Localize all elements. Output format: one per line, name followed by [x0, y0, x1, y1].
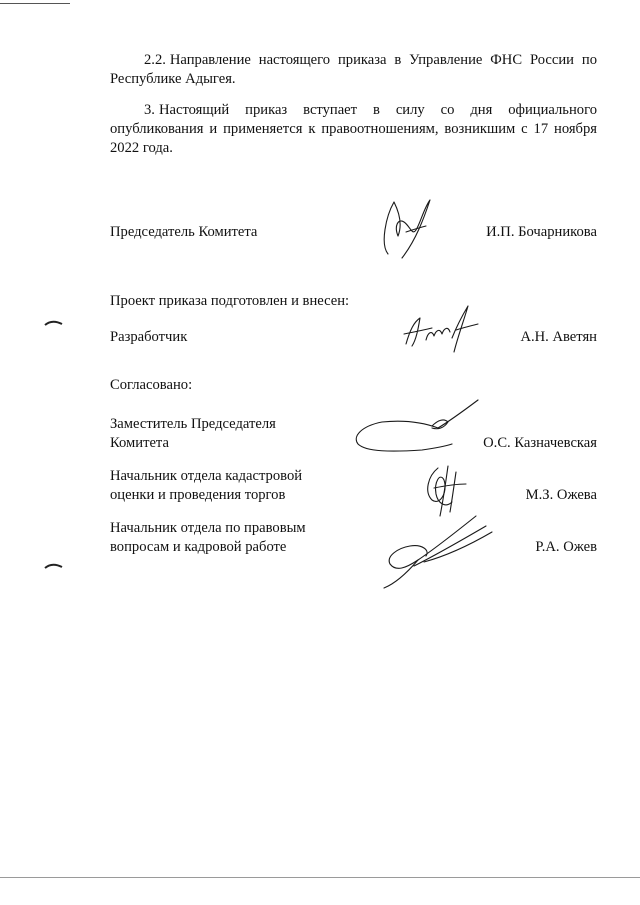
approver-role-line: Начальник отдела по правовым: [110, 520, 306, 536]
approver-name: М.З. Ожева: [525, 487, 597, 503]
paragraph-number: 2.2.: [144, 52, 166, 68]
paragraph-2-2: [110, 51, 597, 89]
chairman-role: Председатель Комитета: [110, 224, 258, 240]
paragraph-text: Настоящий приказ вступает в силу со дня официального опубликования и применяется к правоотношениям, возникшим с 17 ноября 2022 года.: [110, 102, 597, 156]
approver-signature-legal: [376, 512, 496, 592]
developer-role: Разработчик: [110, 329, 188, 345]
approver-signature-deputy: [352, 398, 482, 458]
approver-role-line: Заместитель Председателя: [110, 416, 276, 432]
approver-role: [110, 519, 306, 557]
bottom-edge-line: [0, 877, 640, 878]
left-margin-mark-lower: [44, 562, 64, 570]
approver-name: О.С. Казначевская: [483, 435, 597, 451]
left-margin-mark-upper: [44, 319, 64, 327]
approver-role-line: оценки и проведения торгов: [110, 487, 286, 503]
approver-role: [110, 415, 276, 453]
developer-signature: [400, 300, 480, 360]
top-edge-line: [0, 3, 70, 4]
agreed-label: Согласовано:: [110, 377, 193, 393]
prepared-note: Проект приказа подготовлен и внесен:: [110, 293, 350, 309]
approver-role-line: Начальник отдела кадастровой: [110, 468, 303, 484]
paragraph-3: [110, 101, 597, 158]
paragraph-text: Направление настоящего приказа в Управление ФНС России по Республике Адыгея.: [110, 52, 597, 87]
approver-role-line: Комитета: [110, 435, 169, 451]
approver-name: Р.А. Ожев: [535, 539, 597, 555]
chairman-signature: [372, 196, 442, 266]
approver-role: [110, 467, 302, 505]
developer-name: А.Н. Аветян: [520, 329, 597, 345]
paragraph-number: 3.: [144, 102, 155, 118]
chairman-name: И.П. Бочарникова: [486, 224, 597, 240]
approver-role-line: вопросам и кадровой работе: [110, 539, 287, 555]
